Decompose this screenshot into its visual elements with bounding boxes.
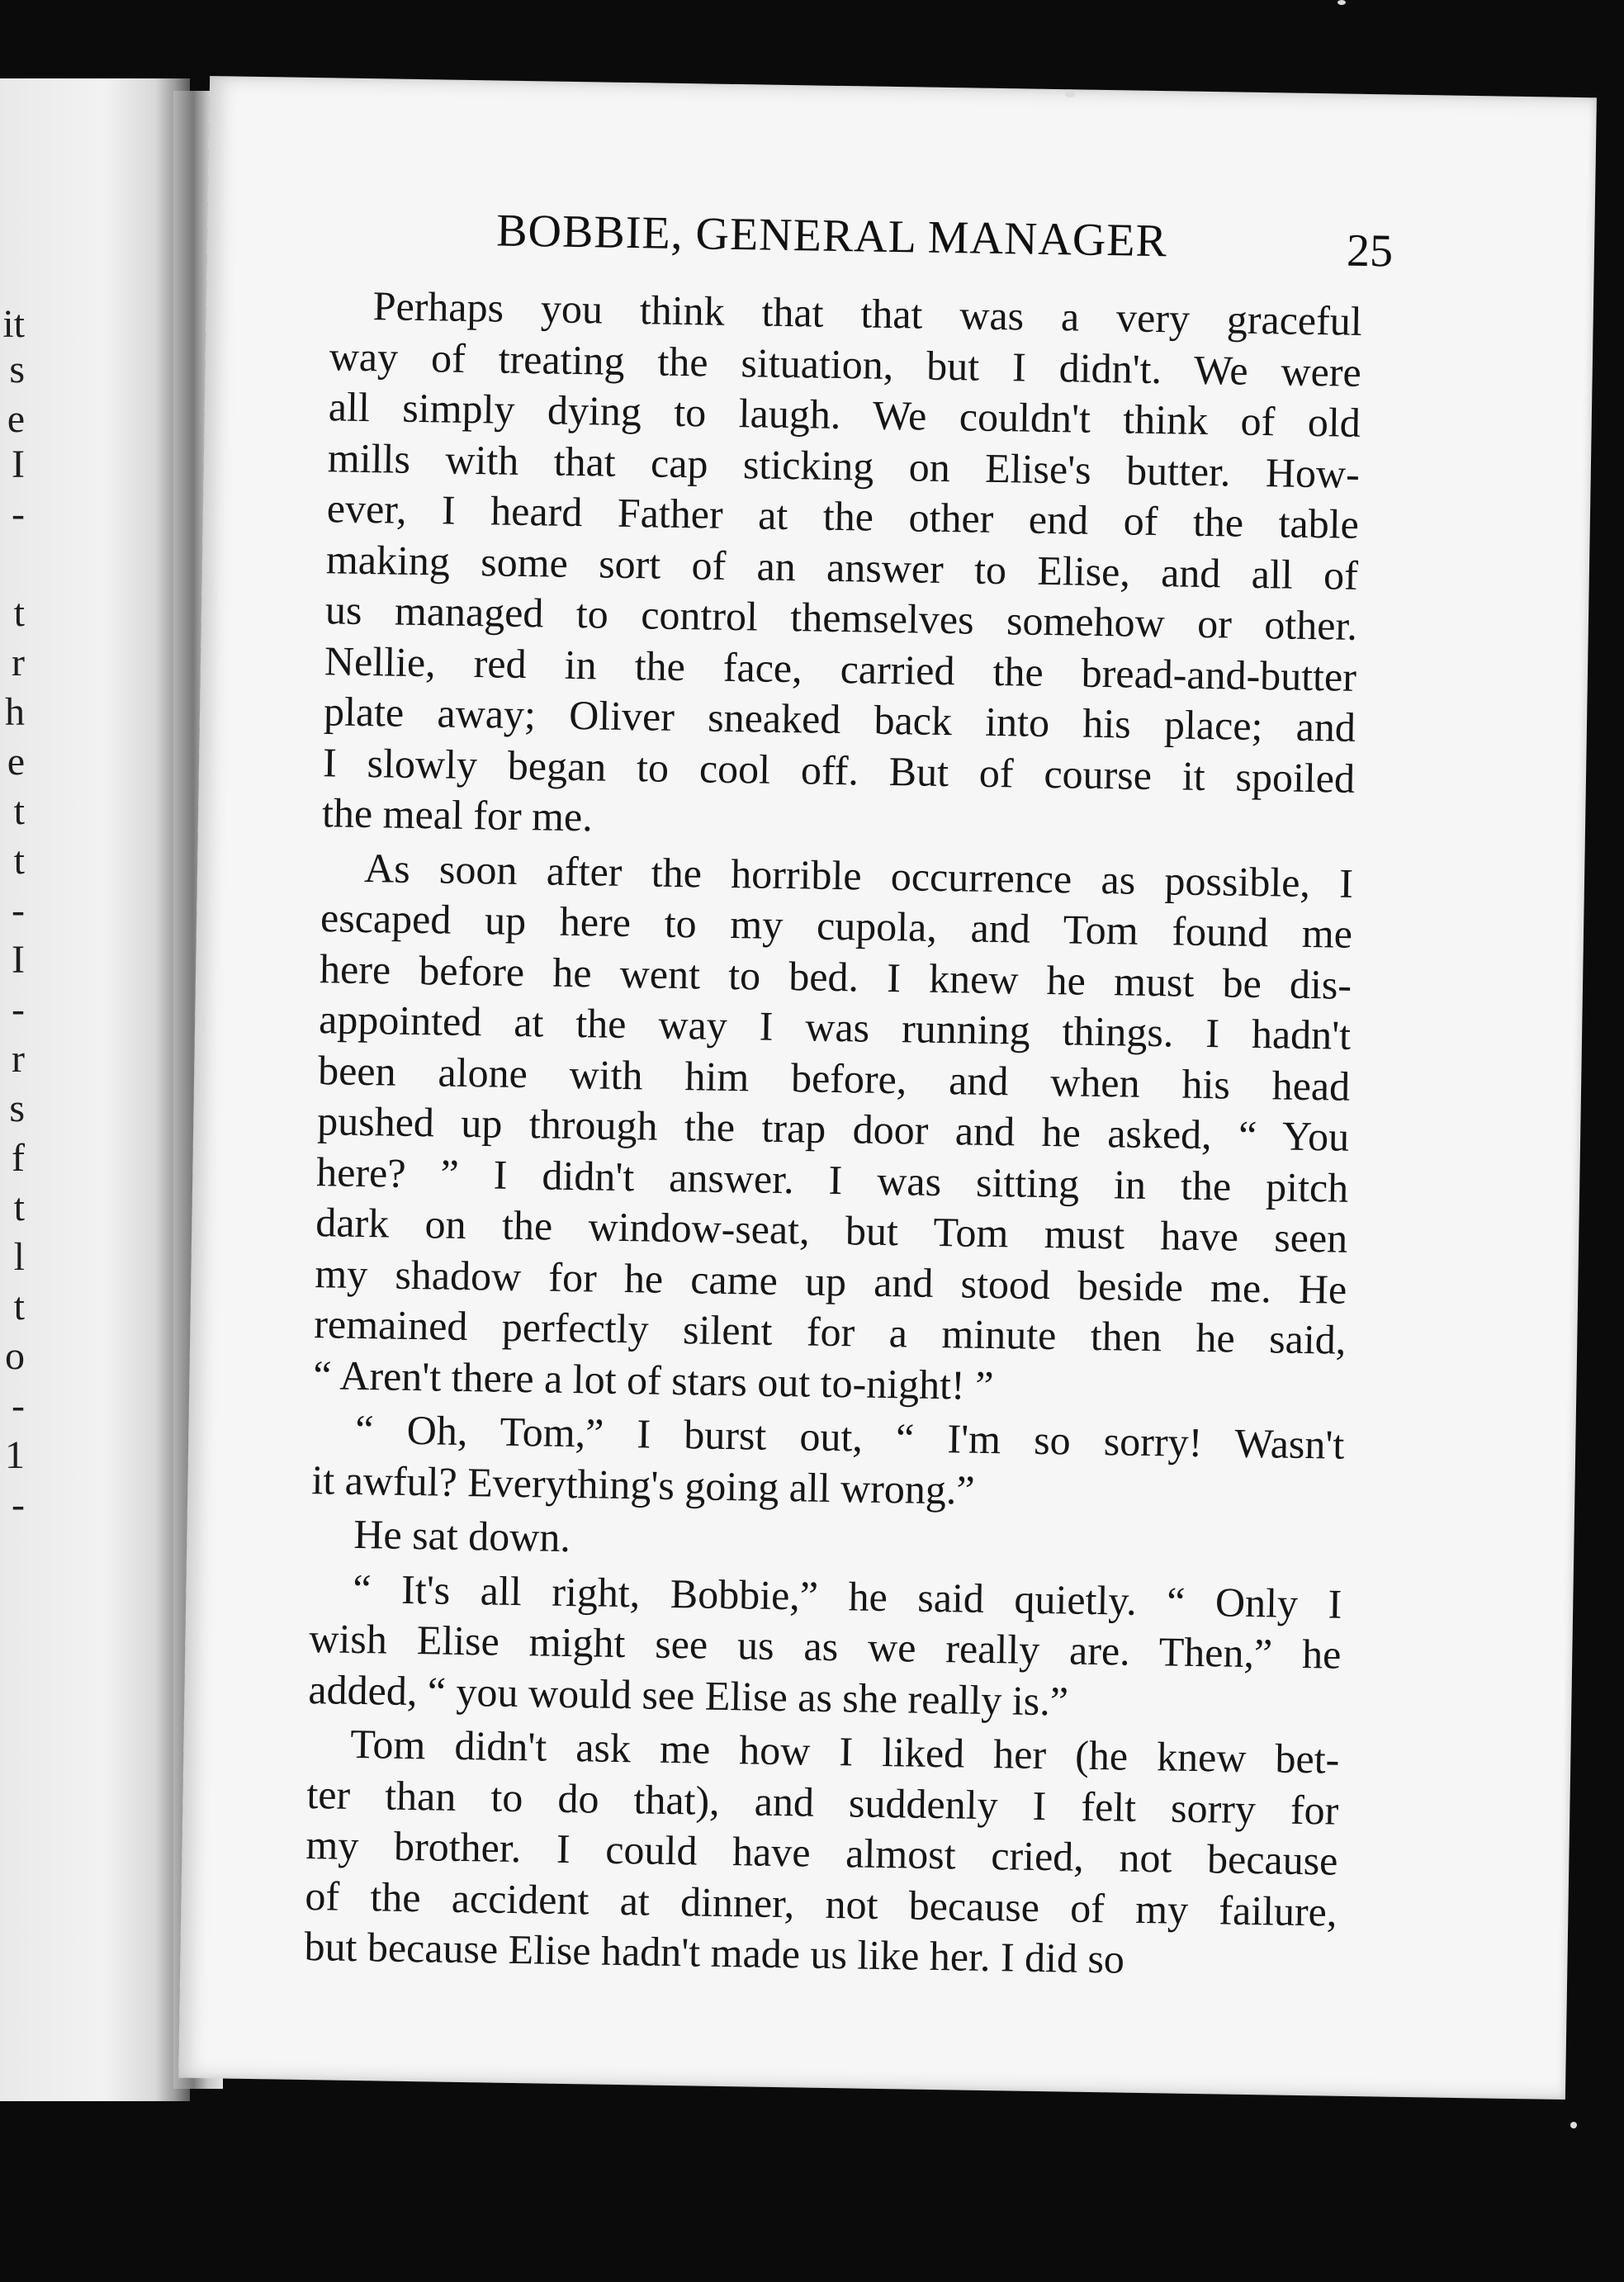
text-line: Perhaps you think that that was a very graceful	[372, 282, 1363, 344]
left-page-fragment: 1	[5, 1433, 25, 1477]
left-page-fragment: t	[13, 1285, 25, 1328]
left-page-fragment: -	[12, 1384, 25, 1427]
left-page-fragment: -	[12, 888, 25, 932]
left-page-fragment: -	[12, 492, 25, 536]
text-line: all simply dying to laugh. We couldn't think of old	[328, 383, 1361, 446]
left-page-fragment: t	[13, 591, 25, 635]
text-line: my brother. I could have almost cried, not because	[305, 1821, 1338, 1884]
text-line: added, “ you would see Elise as she really is.”	[308, 1665, 1069, 1725]
text-line: escaped up here to my cupola, and Tom found me	[320, 894, 1353, 957]
left-page-fragment: l	[13, 1235, 25, 1279]
text-line: “ Aren't there a lot of stars out to-night! ”	[313, 1351, 994, 1408]
dust-speck	[1065, 91, 1075, 97]
text-line: ter than to do that), and suddenly I felt sorry for	[306, 1770, 1339, 1834]
text-line: been alone with him before, and when his head	[317, 1046, 1351, 1110]
left-facing-page	[0, 78, 190, 2101]
text-line: Tom didn't ask me how I liked her (he knew bet-	[350, 1720, 1340, 1783]
page-number: 25	[1346, 225, 1394, 277]
dust-speck	[1338, 0, 1346, 5]
paragraph	[308, 1563, 1342, 1731]
text-line: of the accident at dinner, not because of my failure,	[305, 1872, 1338, 1935]
text-line: making some sort of an answer to Elise, and all of	[325, 535, 1359, 599]
left-page-fragment: r	[12, 641, 25, 684]
left-page-fragment: h	[5, 690, 25, 734]
paragraph	[311, 1404, 1345, 1522]
text-line: wish Elise might see us as we really are. Then,” he	[309, 1615, 1342, 1678]
left-page-fragment: r	[12, 1037, 25, 1081]
text-line: “ It's all right, Bobbie,” he said quietly. “ Only I	[352, 1565, 1342, 1627]
paragraph	[304, 1718, 1340, 1988]
dust-speck	[1570, 2122, 1577, 2128]
left-page-fragment: s	[9, 348, 25, 391]
text-line: way of treating the situation, but I didn't. We were	[329, 332, 1362, 395]
text-line: pushed up through the trap door and he asked, “ You	[316, 1097, 1350, 1160]
text-line: my shadow for he came up and stood beside me. He	[314, 1249, 1347, 1313]
paragraph	[313, 842, 1353, 1417]
text-line: appointed at the way I was running things. I hadn't	[318, 996, 1352, 1058]
text-line: ever, I heard Father at the other end of the table	[326, 485, 1360, 547]
left-page-fragment: f	[12, 1136, 25, 1180]
paragraph	[322, 280, 1362, 855]
running-head: BOBBIE, GENERAL MANAGER	[495, 205, 1168, 267]
text-line: plate away; Oliver sneaked back into his place; and	[323, 688, 1356, 750]
text-line: but because Elise hadn't made us like her. I did so	[304, 1923, 1125, 1982]
text-line: I slowly began to cool off. But of course it spoiled	[322, 738, 1356, 802]
text-line: here before he went to bed. I knew he must be dis-	[319, 945, 1352, 1008]
text-line: it awful? Everything's going all wrong.”	[311, 1456, 976, 1513]
left-page-fragment: e	[7, 740, 25, 784]
text-line: He sat down.	[353, 1510, 571, 1561]
left-page-fragment: t	[13, 839, 25, 883]
text-line: remained perfectly silent for a minute then he said,	[313, 1300, 1347, 1363]
text-line: Nellie, red in the face, carried the bread-and-butter	[324, 637, 1357, 700]
left-page-fragment: s	[9, 1087, 25, 1130]
text-line: As soon after the horrible occurrence as possible, I	[363, 844, 1354, 907]
text-line: the meal for me.	[321, 789, 594, 840]
left-page-fragment: o	[5, 1334, 25, 1378]
left-page-fragment: it	[2, 302, 25, 346]
left-page-fragment: t	[13, 1186, 25, 1229]
left-page-fragment: -	[12, 1483, 25, 1527]
left-page-fragment: t	[13, 789, 25, 833]
text-line: us managed to control themselves somehow or other.	[324, 586, 1358, 649]
left-page-fragment: I	[12, 938, 25, 982]
left-page-fragment: e	[7, 397, 25, 441]
left-page-fragment: I	[12, 443, 25, 486]
left-page-fragment: -	[12, 987, 25, 1031]
text-line: dark on the window-seat, but Tom must have seen	[315, 1199, 1348, 1262]
body-text	[304, 280, 1362, 1988]
text-line: mills with that cap sticking on Elise's butter. How-	[327, 433, 1361, 497]
text-line: “ Oh, Tom,” I burst out, “ I'm so sorry! Wasn't	[354, 1405, 1345, 1468]
text-line: here? ” I didn't answer. I was sitting in the pitch	[315, 1148, 1349, 1211]
right-page	[178, 76, 1597, 2100]
